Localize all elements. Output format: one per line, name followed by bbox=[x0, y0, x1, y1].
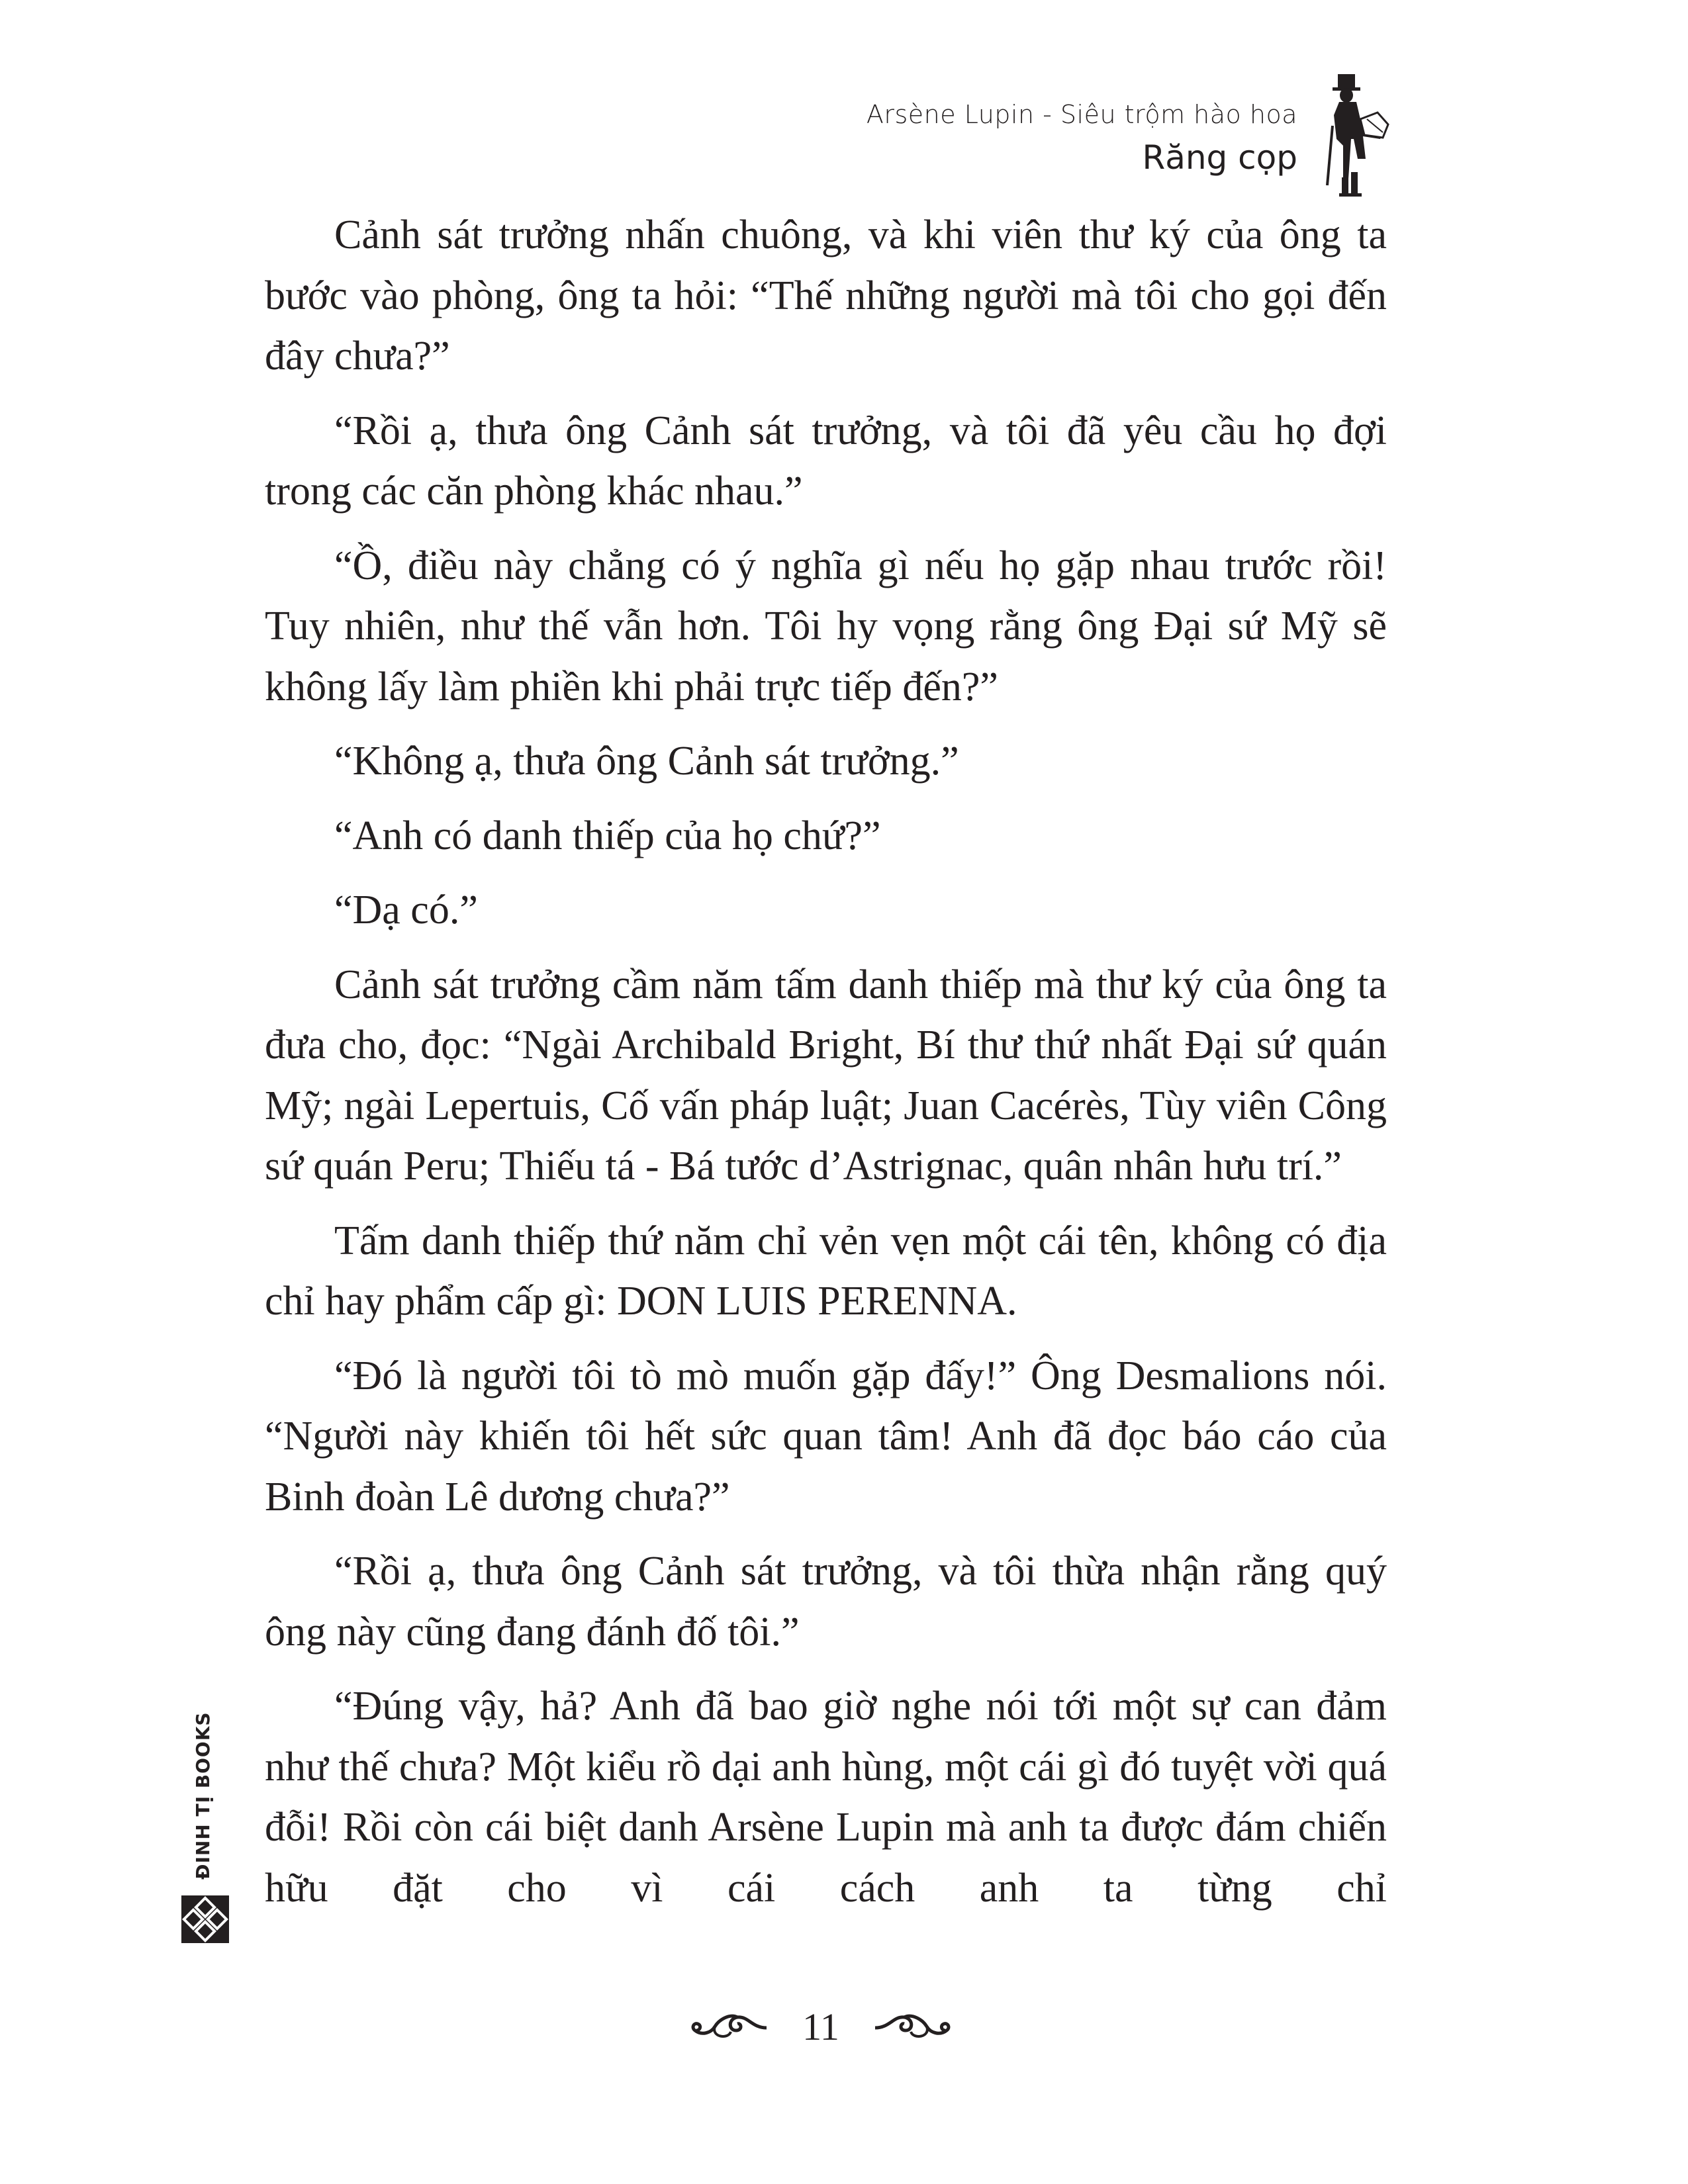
paragraph: “Rồi ạ, thưa ông Cảnh sát trưởng, và tôi thừa nhận rằng quý ông này cũng đang đánh đố tôi.” bbox=[265, 1549, 1387, 1655]
paragraph: Cảnh sát trưởng cầm năm tấm danh thiếp mà thư ký của ông ta đưa cho, đọc: “Ngài Archibald Bright, Bí thư thứ nhất Đại sứ quán Mỹ; ngài Lepertuis, Cố vấn pháp luật; Juan Cacérès, Tùy viên Công sứ quán Peru; Thiếu tá - Bá tước d’Astrignac, quân nhân hưu trí.” bbox=[265, 962, 1387, 1189]
paragraph: “Đó là người tôi tò mò muốn gặp đấy!” Ông Desmalions nói. “Người này khiến tôi hết sức quan tâm! Anh đã đọc báo cáo của Binh đoàn Lê dương chưa?” bbox=[265, 1353, 1387, 1520]
paragraph: “Rồi ạ, thưa ông Cảnh sát trưởng, và tôi đã yêu cầu họ đợi trong các căn phòng khác nhau.” bbox=[265, 408, 1387, 514]
right-ornament-icon bbox=[874, 2011, 953, 2044]
gentleman-thief-silhouette-icon bbox=[1314, 73, 1393, 199]
paragraph: “Anh có danh thiếp của họ chứ?” bbox=[334, 813, 881, 858]
body-text bbox=[265, 205, 1387, 1933]
publisher-name: ĐINH TỊ BOOKS bbox=[192, 1711, 214, 1880]
left-ornament-icon bbox=[688, 2011, 768, 2044]
page-footer bbox=[0, 1999, 1688, 2058]
paragraph: Tấm danh thiếp thứ năm chỉ vẻn vẹn một cái tên, không có địa chỉ hay phẩm cấp gì: DON LUIS PERENNA. bbox=[265, 1218, 1387, 1324]
paragraph: “Đúng vậy, hả? Anh đã bao giờ nghe nói tới một sự can đảm như thế chưa? Một kiểu rồ dại anh hùng, một cái gì đó tuyệt vời quá đỗi! Rồi còn cái biệt danh Arsène Lupin mà anh ta được đám chiến hữu đặt cho vì cái cách anh ta từng chỉ bbox=[265, 1684, 1387, 1911]
paragraph: Cảnh sát trưởng nhấn chuông, và khi viên thư ký của ông ta bước vào phòng, ông ta hỏi: “Thế những người mà tôi cho gọi đến đây chưa?” bbox=[265, 212, 1387, 379]
chapter-title: Răng cọp bbox=[1142, 138, 1297, 177]
page-number: 11 bbox=[802, 2005, 839, 2048]
paragraph: “Không ạ, thưa ông Cảnh sát trưởng.” bbox=[334, 739, 959, 784]
publisher-logo-icon bbox=[181, 1895, 229, 1943]
running-header bbox=[867, 98, 1297, 181]
paragraph: “Dạ có.” bbox=[334, 887, 478, 933]
publisher-mark bbox=[172, 1711, 238, 1946]
paragraph: “Ồ, điều này chẳng có ý nghĩa gì nếu họ gặp nhau trước rồi! Tuy nhiên, như thế vẫn hơn. Tôi hy vọng rằng ông Đại sứ Mỹ sẽ không lấy làm phiền khi phải trực tiếp đến?” bbox=[265, 543, 1387, 709]
series-title: Arsène Lupin - Siêu trộm hào hoa bbox=[866, 100, 1297, 129]
